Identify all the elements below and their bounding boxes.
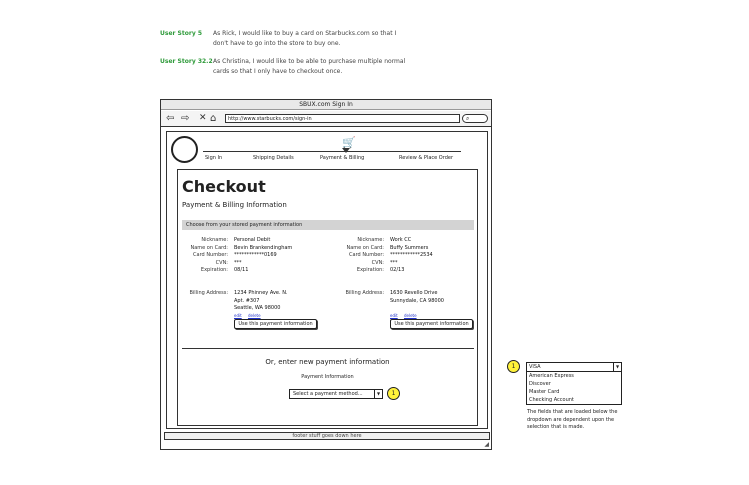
address-line-2: Apt. #307 bbox=[234, 297, 260, 304]
name-label: Name on Card: bbox=[346, 244, 384, 251]
card-number-value: ************0169 bbox=[234, 252, 277, 258]
page-title: Checkout bbox=[182, 177, 266, 196]
select-value: Select a payment method... bbox=[293, 391, 363, 397]
step-shipping-details[interactable]: Shipping Details bbox=[253, 155, 294, 161]
stored-payment-header: Choose from your stored payment information bbox=[182, 220, 474, 230]
dropdown-option[interactable]: Master Card bbox=[529, 389, 560, 395]
page-subtitle: Payment & Billing Information bbox=[182, 201, 287, 209]
name-value: Bevin Brankendingham bbox=[234, 244, 293, 251]
card-number-label: Card Number: bbox=[349, 252, 384, 258]
logo-circle bbox=[171, 136, 198, 163]
checkout-panel bbox=[177, 169, 478, 426]
expiration-value: 08/11 bbox=[234, 267, 249, 273]
checkout-progress-line bbox=[203, 151, 461, 152]
forward-arrow-icon[interactable]: ⇨ bbox=[181, 113, 190, 124]
annotation-note: The fields that are loaded below the dropdown are dependent upon the selection that is made. bbox=[527, 409, 618, 430]
chevron-down-icon: ▼ bbox=[613, 363, 621, 371]
delete-link[interactable]: delete bbox=[403, 313, 417, 318]
cvn-value: *** bbox=[390, 259, 398, 266]
story-text: As Christina, I would like to be able to purchase multiple normal cards so that I only have to checkout once. bbox=[213, 58, 406, 75]
billing-label: Billing Address: bbox=[345, 290, 384, 296]
expiration-label: Expiration: bbox=[200, 267, 228, 273]
address-line-1: 1234 Phinney Ave. N. bbox=[234, 290, 288, 296]
name-label: Name on Card: bbox=[190, 244, 228, 251]
annotation-badge: 1 bbox=[387, 387, 400, 400]
search-icon: ⌕ bbox=[466, 115, 470, 122]
billing-address bbox=[182, 290, 322, 313]
dropdown-option[interactable]: Checking Account bbox=[529, 397, 574, 403]
delete-link[interactable]: delete bbox=[247, 313, 261, 318]
close-icon[interactable]: ✕ bbox=[199, 113, 207, 123]
cvn-value: *** bbox=[234, 259, 242, 266]
edit-link[interactable]: edit bbox=[234, 313, 242, 318]
use-payment-button[interactable]: Use this payment information bbox=[234, 319, 317, 329]
billing-address bbox=[338, 290, 478, 305]
section-divider bbox=[182, 348, 474, 349]
step-payment-billing[interactable]: Payment & Billing bbox=[320, 155, 365, 161]
browser-window bbox=[160, 99, 492, 450]
payment-method-select[interactable] bbox=[289, 389, 383, 399]
payment-method-dropdown-expanded[interactable] bbox=[526, 362, 622, 405]
annotation-badge: 1 bbox=[507, 360, 520, 373]
nickname-label: Nickname: bbox=[357, 237, 384, 243]
chevron-down-icon: ▼ bbox=[374, 390, 382, 398]
nickname-value: Personal Debit bbox=[234, 237, 271, 243]
expiration-label: Expiration: bbox=[356, 267, 384, 273]
cvn-label: CVN: bbox=[215, 259, 228, 266]
card-number-label: Card Number: bbox=[193, 252, 228, 258]
url-field[interactable]: http://www.starbucks.com/sign-in bbox=[225, 114, 460, 123]
step-review-place-order[interactable]: Review & Place Order bbox=[399, 155, 454, 161]
dropdown-option[interactable]: Discover bbox=[529, 381, 551, 387]
page-content bbox=[166, 131, 488, 429]
expiration-value: 02/13 bbox=[390, 267, 405, 273]
step-sign-in[interactable]: Sign In bbox=[205, 155, 223, 161]
cart-icon: 🛒 bbox=[342, 136, 356, 149]
card-number-value: ************2534 bbox=[390, 252, 433, 258]
back-arrow-icon[interactable]: ⇦ bbox=[166, 113, 175, 124]
billing-label: Billing Address: bbox=[189, 290, 228, 296]
window-title: SBUX.com Sign In bbox=[161, 100, 491, 110]
stored-card-work-cc bbox=[338, 237, 478, 327]
dropdown-option[interactable]: American Express bbox=[529, 373, 574, 379]
page-footer: footer stuff goes down here bbox=[164, 432, 490, 440]
story-text: As Rick, I would like to buy a card on Starbucks.com so that I don't have to go into the store to buy one. bbox=[213, 30, 397, 47]
address-line-1: 1630 Revello Drive bbox=[390, 290, 438, 296]
edit-link[interactable]: edit bbox=[390, 313, 398, 318]
stored-card-personal-debit bbox=[182, 237, 322, 327]
address-line-3: Seattle, WA 98000 bbox=[234, 305, 281, 311]
dropdown-selected[interactable] bbox=[527, 363, 621, 372]
dropdown-selected-value: VISA bbox=[529, 364, 541, 370]
story-label: User Story 5 bbox=[160, 30, 203, 37]
nickname-value: Work CC bbox=[390, 237, 412, 243]
name-value: Buffy Summers bbox=[390, 244, 429, 251]
progress-marker-icon bbox=[342, 148, 350, 153]
nickname-label: Nickname: bbox=[201, 237, 228, 243]
resize-handle-icon[interactable]: ◢ bbox=[484, 441, 489, 448]
address-line-2: Sunnydale, CA 98000 bbox=[390, 297, 444, 304]
story-label: User Story 32.2 bbox=[160, 58, 213, 65]
home-icon[interactable]: ⌂ bbox=[210, 113, 217, 124]
use-payment-button[interactable]: Use this payment information bbox=[390, 319, 473, 329]
browser-toolbar bbox=[161, 111, 491, 127]
new-payment-title: Or, enter new payment information bbox=[265, 358, 390, 366]
cvn-label: CVN: bbox=[371, 259, 384, 266]
payment-information-label: Payment Information bbox=[301, 374, 354, 380]
search-field[interactable] bbox=[462, 114, 488, 123]
